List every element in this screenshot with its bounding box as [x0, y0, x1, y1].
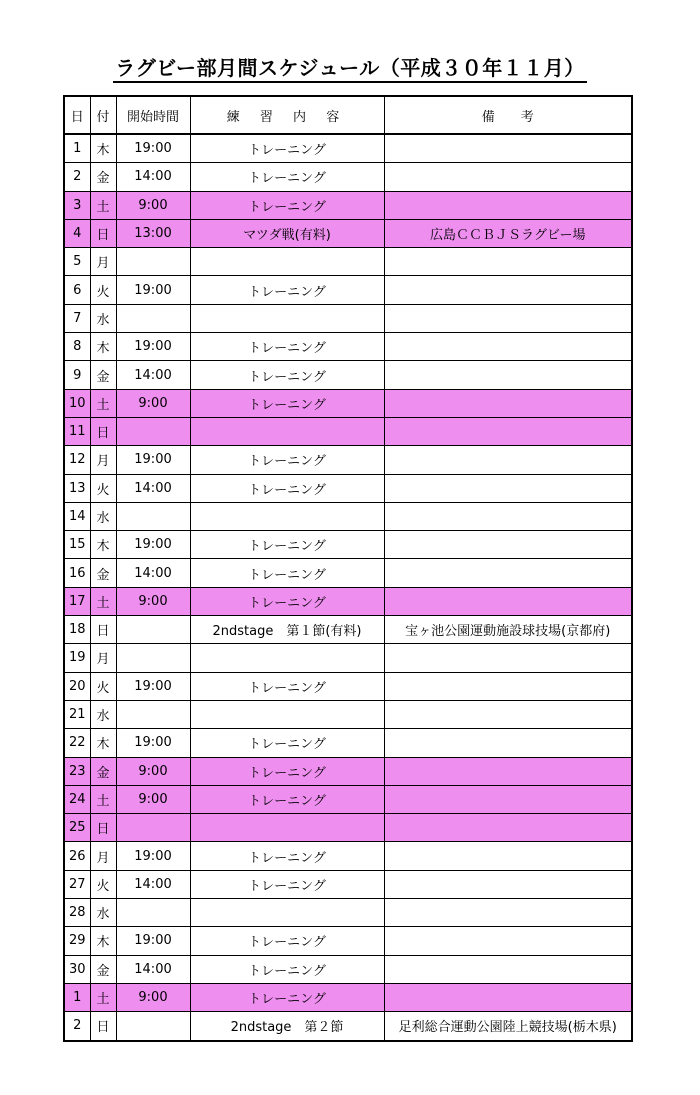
day-cell: 16 [64, 559, 90, 587]
content-cell: 2ndstage 第２節 [190, 1012, 384, 1041]
day-cell: 14 [64, 502, 90, 530]
table-row [64, 219, 632, 247]
weekday-cell: 水 [90, 899, 116, 927]
content-cell [190, 502, 384, 530]
schedule-table [63, 95, 633, 1042]
content-cell: トレーニング [190, 842, 384, 870]
remarks-cell [384, 361, 632, 389]
remarks-cell [384, 644, 632, 672]
remarks-cell [384, 814, 632, 842]
day-cell: 25 [64, 814, 90, 842]
day-cell: 10 [64, 389, 90, 417]
day-cell: 13 [64, 474, 90, 502]
start-time-cell: 19:00 [116, 446, 190, 474]
table-row [64, 785, 632, 813]
content-cell: トレーニング [190, 446, 384, 474]
content-cell [190, 417, 384, 445]
table-row [64, 672, 632, 700]
weekday-cell: 金 [90, 163, 116, 191]
content-cell [190, 304, 384, 332]
weekday-cell: 金 [90, 757, 116, 785]
table-row [64, 361, 632, 389]
content-cell [190, 700, 384, 728]
day-cell: 9 [64, 361, 90, 389]
weekday-cell: 土 [90, 785, 116, 813]
start-time-cell: 9:00 [116, 785, 190, 813]
table-row [64, 389, 632, 417]
remarks-cell [384, 248, 632, 276]
table-row [64, 587, 632, 615]
content-cell: トレーニング [190, 757, 384, 785]
content-cell: トレーニング [190, 983, 384, 1011]
start-time-cell: 14:00 [116, 474, 190, 502]
table-row [64, 276, 632, 304]
content-cell: トレーニング [190, 927, 384, 955]
table-row [64, 729, 632, 757]
weekday-cell: 火 [90, 474, 116, 502]
table-row [64, 814, 632, 842]
header-remarks: 備 考 [384, 96, 632, 134]
remarks-cell [384, 304, 632, 332]
table-row [64, 644, 632, 672]
day-cell: 27 [64, 870, 90, 898]
remarks-cell [384, 163, 632, 191]
day-cell: 1 [64, 134, 90, 163]
remarks-cell [384, 785, 632, 813]
start-time-cell: 19:00 [116, 842, 190, 870]
start-time-cell: 19:00 [116, 531, 190, 559]
remarks-cell [384, 927, 632, 955]
day-cell: 18 [64, 616, 90, 644]
weekday-cell: 月 [90, 644, 116, 672]
start-time-cell [116, 502, 190, 530]
content-cell [190, 814, 384, 842]
content-cell: トレーニング [190, 474, 384, 502]
content-cell: トレーニング [190, 134, 384, 163]
remarks-cell [384, 983, 632, 1011]
weekday-cell: 月 [90, 248, 116, 276]
header-weekday: 付 [90, 96, 116, 134]
day-cell: 7 [64, 304, 90, 332]
remarks-cell [384, 531, 632, 559]
table-row [64, 899, 632, 927]
day-cell: 24 [64, 785, 90, 813]
table-row [64, 333, 632, 361]
weekday-cell: 日 [90, 616, 116, 644]
content-cell: トレーニング [190, 672, 384, 700]
weekday-cell: 木 [90, 531, 116, 559]
content-cell: トレーニング [190, 729, 384, 757]
start-time-cell: 19:00 [116, 672, 190, 700]
start-time-cell [116, 899, 190, 927]
start-time-cell: 19:00 [116, 927, 190, 955]
table-row [64, 446, 632, 474]
weekday-cell: 水 [90, 304, 116, 332]
start-time-cell: 19:00 [116, 333, 190, 361]
start-time-cell: 19:00 [116, 276, 190, 304]
content-cell: トレーニング [190, 559, 384, 587]
day-cell: 6 [64, 276, 90, 304]
header-practice-content: 練 習 内 容 [190, 96, 384, 134]
start-time-cell: 9:00 [116, 389, 190, 417]
content-cell [190, 248, 384, 276]
day-cell: 5 [64, 248, 90, 276]
remarks-cell [384, 446, 632, 474]
content-cell: マツダ戦(有料) [190, 219, 384, 247]
remarks-cell [384, 899, 632, 927]
content-cell: トレーニング [190, 870, 384, 898]
table-row [64, 417, 632, 445]
start-time-cell [116, 616, 190, 644]
start-time-cell: 9:00 [116, 587, 190, 615]
start-time-cell [116, 700, 190, 728]
start-time-cell: 9:00 [116, 191, 190, 219]
weekday-cell: 火 [90, 672, 116, 700]
header-day: 日 [64, 96, 90, 134]
day-cell: 21 [64, 700, 90, 728]
page-title [0, 52, 700, 81]
remarks-cell [384, 502, 632, 530]
weekday-cell: 土 [90, 587, 116, 615]
table-row [64, 474, 632, 502]
remarks-cell: 広島ＣＣＢＪＳラグビー場 [384, 219, 632, 247]
content-cell: トレーニング [190, 389, 384, 417]
remarks-cell [384, 955, 632, 983]
table-row [64, 304, 632, 332]
start-time-cell [116, 304, 190, 332]
remarks-cell [384, 276, 632, 304]
weekday-cell: 木 [90, 927, 116, 955]
start-time-cell: 13:00 [116, 219, 190, 247]
weekday-cell: 木 [90, 729, 116, 757]
start-time-cell: 19:00 [116, 729, 190, 757]
content-cell [190, 899, 384, 927]
start-time-cell: 9:00 [116, 983, 190, 1011]
content-cell: トレーニング [190, 785, 384, 813]
remarks-cell [384, 672, 632, 700]
weekday-cell: 日 [90, 814, 116, 842]
day-cell: 11 [64, 417, 90, 445]
weekday-cell: 木 [90, 333, 116, 361]
day-cell: 8 [64, 333, 90, 361]
table-row [64, 248, 632, 276]
remarks-cell [384, 134, 632, 163]
weekday-cell: 日 [90, 417, 116, 445]
remarks-cell [384, 842, 632, 870]
header-start-time: 開始時間 [116, 96, 190, 134]
start-time-cell: 9:00 [116, 757, 190, 785]
content-cell: トレーニング [190, 531, 384, 559]
content-cell: 2ndstage 第１節(有料) [190, 616, 384, 644]
weekday-cell: 日 [90, 219, 116, 247]
day-cell: 4 [64, 219, 90, 247]
day-cell: 23 [64, 757, 90, 785]
day-cell: 15 [64, 531, 90, 559]
weekday-cell: 金 [90, 559, 116, 587]
weekday-cell: 火 [90, 870, 116, 898]
day-cell: 17 [64, 587, 90, 615]
schedule-header [64, 96, 632, 134]
day-cell: 26 [64, 842, 90, 870]
weekday-cell: 日 [90, 1012, 116, 1041]
table-row [64, 616, 632, 644]
weekday-cell: 土 [90, 983, 116, 1011]
table-row [64, 757, 632, 785]
weekday-cell: 土 [90, 389, 116, 417]
remarks-cell [384, 729, 632, 757]
table-row [64, 870, 632, 898]
day-cell: 2 [64, 163, 90, 191]
start-time-cell: 14:00 [116, 163, 190, 191]
start-time-cell: 14:00 [116, 955, 190, 983]
remarks-cell [384, 417, 632, 445]
day-cell: 22 [64, 729, 90, 757]
start-time-cell: 19:00 [116, 134, 190, 163]
table-row [64, 191, 632, 219]
day-cell: 29 [64, 927, 90, 955]
remarks-cell [384, 559, 632, 587]
content-cell: トレーニング [190, 955, 384, 983]
start-time-cell: 14:00 [116, 361, 190, 389]
weekday-cell: 月 [90, 446, 116, 474]
table-row [64, 700, 632, 728]
content-cell: トレーニング [190, 276, 384, 304]
table-row [64, 502, 632, 530]
start-time-cell [116, 814, 190, 842]
start-time-cell [116, 644, 190, 672]
table-row [64, 163, 632, 191]
weekday-cell: 水 [90, 700, 116, 728]
remarks-cell: 足利総合運動公園陸上競技場(栃木県) [384, 1012, 632, 1041]
day-cell: 3 [64, 191, 90, 219]
start-time-cell [116, 417, 190, 445]
header-row [64, 96, 632, 134]
start-time-cell: 14:00 [116, 559, 190, 587]
schedule-body [64, 134, 632, 1041]
content-cell: トレーニング [190, 163, 384, 191]
weekday-cell: 月 [90, 842, 116, 870]
table-row [64, 1012, 632, 1041]
weekday-cell: 木 [90, 134, 116, 163]
table-row [64, 559, 632, 587]
start-time-cell: 14:00 [116, 870, 190, 898]
remarks-cell [384, 389, 632, 417]
weekday-cell: 水 [90, 502, 116, 530]
table-row [64, 134, 632, 163]
day-cell: 20 [64, 672, 90, 700]
content-cell: トレーニング [190, 587, 384, 615]
day-cell: 28 [64, 899, 90, 927]
content-cell: トレーニング [190, 191, 384, 219]
day-cell: 1 [64, 983, 90, 1011]
start-time-cell [116, 1012, 190, 1041]
weekday-cell: 金 [90, 955, 116, 983]
table-row [64, 955, 632, 983]
table-row [64, 531, 632, 559]
remarks-cell [384, 870, 632, 898]
remarks-cell [384, 191, 632, 219]
table-row [64, 927, 632, 955]
day-cell: 2 [64, 1012, 90, 1041]
remarks-cell [384, 474, 632, 502]
day-cell: 12 [64, 446, 90, 474]
weekday-cell: 火 [90, 276, 116, 304]
day-cell: 19 [64, 644, 90, 672]
weekday-cell: 金 [90, 361, 116, 389]
weekday-cell: 土 [90, 191, 116, 219]
table-row [64, 983, 632, 1011]
page-title-text: ラグビー部月間スケジュール（平成３０年１１月） [113, 56, 587, 83]
content-cell: トレーニング [190, 333, 384, 361]
remarks-cell: 宝ヶ池公園運動施設球技場(京都府) [384, 616, 632, 644]
remarks-cell [384, 333, 632, 361]
remarks-cell [384, 587, 632, 615]
content-cell: トレーニング [190, 361, 384, 389]
remarks-cell [384, 757, 632, 785]
content-cell [190, 644, 384, 672]
day-cell: 30 [64, 955, 90, 983]
table-row [64, 842, 632, 870]
start-time-cell [116, 248, 190, 276]
remarks-cell [384, 700, 632, 728]
